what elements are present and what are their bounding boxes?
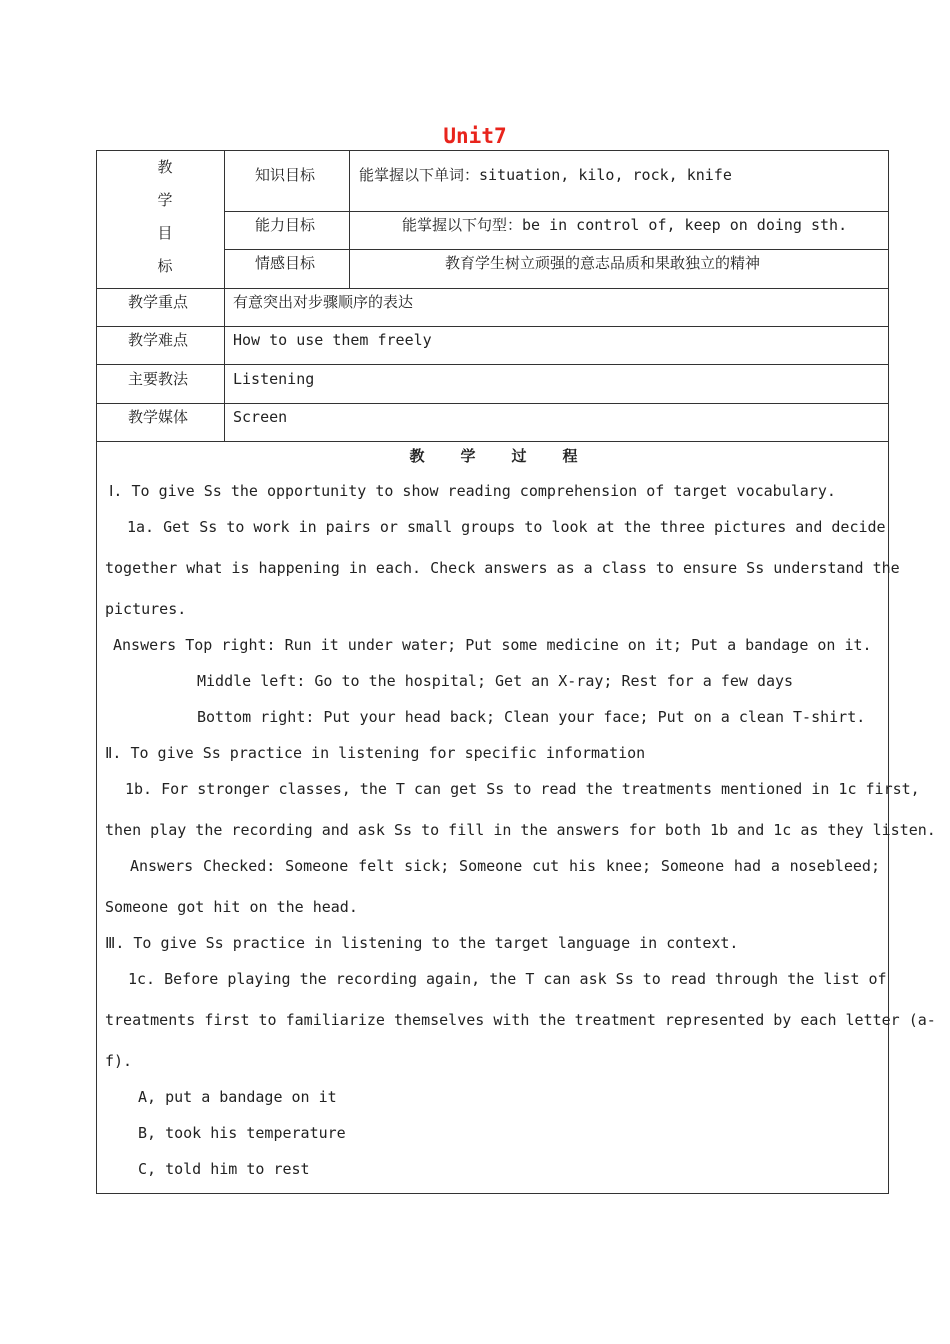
paragraph-1c-line: treatments first to familiarize themselves with the treatment represented by each letter (a- — [105, 1011, 936, 1029]
answers-1b-line: Answers Checked: Someone felt sick; Someone cut his knee; Someone had a nosebleed; — [130, 857, 880, 875]
key-point-content: 有意突出对步骤顺序的表达 — [233, 293, 414, 311]
option-c: C, told him to rest — [138, 1160, 310, 1178]
row-divider — [97, 288, 889, 289]
paragraph-1a-line: pictures. — [105, 600, 187, 618]
paragraph-1b-line: 1b. For stronger classes, the T can get Ss to read the treatments mentioned in 1c first, — [125, 780, 920, 798]
paragraph-1b-line: then play the recording and ask Ss to fill in the answers for both 1b and 1c as they listen. — [105, 821, 936, 839]
document-title: Unit7 — [443, 124, 507, 148]
row-divider — [224, 249, 889, 250]
paragraph-1c-line: f). — [105, 1052, 133, 1070]
answers-1a-line: Middle left: Go to the hospital; Get an X-ray; Rest for a few days — [197, 672, 794, 690]
emotion-goal-label: 情感目标 — [255, 254, 316, 272]
paragraph-1c-line: 1c. Before playing the recording again, the T can ask Ss to read through the list of — [128, 970, 887, 988]
option-b: B, took his temperature — [138, 1124, 346, 1142]
objectives-label-char: 标 — [157, 257, 173, 275]
option-a: A, put a bandage on it — [138, 1088, 337, 1106]
method-label: 主要教法 — [128, 370, 189, 388]
objectives-label-char: 教 — [157, 158, 173, 176]
section-3-heading: Ⅲ. To give Ss practice in listening to the target language in context. — [105, 934, 739, 952]
ability-goal-label: 能力目标 — [255, 216, 316, 234]
column-divider — [224, 151, 225, 441]
method-content: Listening — [233, 370, 315, 388]
answers-1a-line: Bottom right: Put your head back; Clean your face; Put on a clean T-shirt. — [197, 708, 866, 726]
column-divider — [349, 151, 350, 288]
row-divider — [97, 326, 889, 327]
section-2-heading: Ⅱ. To give Ss practice in listening for specific information — [105, 744, 646, 762]
media-content: Screen — [233, 408, 288, 426]
answers-1a-line: Answers Top right: Run it under water; Put some medicine on it; Put a bandage on it. — [113, 636, 872, 654]
difficulty-content: How to use them freely — [233, 331, 432, 349]
knowledge-goal-content: 能掌握以下单词：situation, kilo, rock, knife — [359, 166, 732, 184]
row-divider — [97, 364, 889, 365]
emotion-goal-content: 教育学生树立顽强的意志品质和果敢独立的精神 — [445, 254, 761, 272]
key-point-label: 教学重点 — [128, 293, 189, 311]
row-divider — [97, 403, 889, 404]
section-1-heading: Ⅰ. To give Ss the opportunity to show reading comprehension of target vocabulary. — [109, 482, 836, 500]
media-label: 教学媒体 — [128, 408, 189, 426]
lesson-plan-table — [96, 150, 936, 1194]
answers-1b-line: Someone got hit on the head. — [105, 898, 358, 916]
knowledge-goal-label: 知识目标 — [255, 166, 316, 184]
objectives-label-char: 目 — [157, 224, 173, 242]
process-heading: 教 学 过 程 — [409, 447, 578, 465]
ability-goal-content: 能掌握以下句型：be in control of, keep on doing sth. — [402, 216, 848, 234]
row-divider — [224, 211, 889, 212]
objectives-label-char: 学 — [157, 191, 173, 209]
difficulty-label: 教学难点 — [128, 331, 189, 349]
paragraph-1a-line: 1a. Get Ss to work in pairs or small groups to look at the three pictures and decide — [127, 518, 886, 536]
row-divider — [97, 441, 889, 442]
paragraph-1a-line: together what is happening in each. Check answers as a class to ensure Ss understand the — [105, 559, 900, 577]
